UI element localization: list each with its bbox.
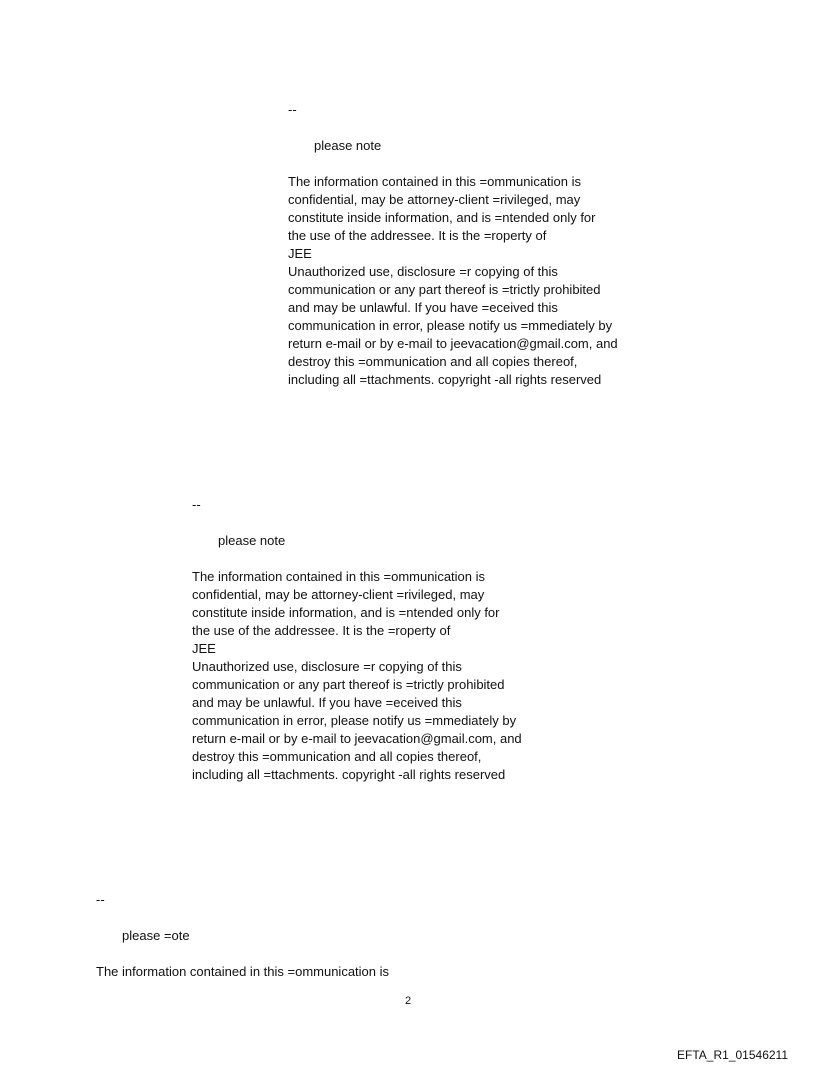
text-line: JEE <box>192 641 216 656</box>
text-line: including all =ttachments. copyright -all rights reserved <box>288 372 602 387</box>
text-line: The information contained in this =ommunication is <box>288 174 582 189</box>
page-number: 2 <box>404 995 412 1007</box>
text-line: and may be unlawful. If you have =eceived this <box>288 300 558 315</box>
text-line: the use of the addressee. It is the =roperty of <box>192 623 451 638</box>
text-line: The information contained in this =ommunication is <box>96 964 390 979</box>
text-line: The information contained in this =ommunication is <box>192 569 486 584</box>
text-line: return e-mail or by e-mail to jeevacation@gmail.com, and <box>288 336 618 351</box>
note-heading: please note <box>218 533 286 548</box>
separator: -- <box>192 497 201 512</box>
disclaimer-text <box>288 173 618 389</box>
text-line: JEE <box>288 246 312 261</box>
separator: -- <box>288 102 297 117</box>
text-line: Unauthorized use, disclosure =r copying of this <box>288 264 558 279</box>
document-id: EFTA_R1_01546211 <box>677 1048 788 1062</box>
text-line: the use of the addressee. It is the =roperty of <box>288 228 547 243</box>
note-heading: please note <box>314 138 382 153</box>
text-line: and may be unlawful. If you have =eceived this <box>192 695 462 710</box>
separator: -- <box>96 892 105 907</box>
text-line: communication or any part thereof is =trictly prohibited <box>192 677 505 692</box>
text-line: Unauthorized use, disclosure =r copying of this <box>192 659 462 674</box>
text-line: return e-mail or by e-mail to jeevacation@gmail.com, and <box>192 731 522 746</box>
text-line: communication in error, please notify us =mmediately by <box>192 713 517 728</box>
text-line: constitute inside information, and is =ntended only for <box>288 210 596 225</box>
text-line: communication or any part thereof is =trictly prohibited <box>288 282 601 297</box>
text-line: including all =ttachments. copyright -all rights reserved <box>192 767 506 782</box>
disclaimer-block-1 <box>288 101 618 389</box>
disclaimer-text <box>192 568 522 784</box>
disclaimer-text <box>96 963 389 981</box>
text-line: constitute inside information, and is =ntended only for <box>192 605 500 620</box>
text-line: confidential, may be attorney-client =rivileged, may <box>192 587 485 602</box>
text-line: confidential, may be attorney-client =rivileged, may <box>288 192 581 207</box>
text-line: communication in error, please notify us =mmediately by <box>288 318 613 333</box>
text-line: destroy this =ommunication and all copies thereof, <box>192 749 482 764</box>
disclaimer-block-3 <box>96 891 389 981</box>
text-line: destroy this =ommunication and all copies thereof, <box>288 354 578 369</box>
disclaimer-block-2 <box>192 496 522 784</box>
note-heading: please =ote <box>122 928 190 943</box>
